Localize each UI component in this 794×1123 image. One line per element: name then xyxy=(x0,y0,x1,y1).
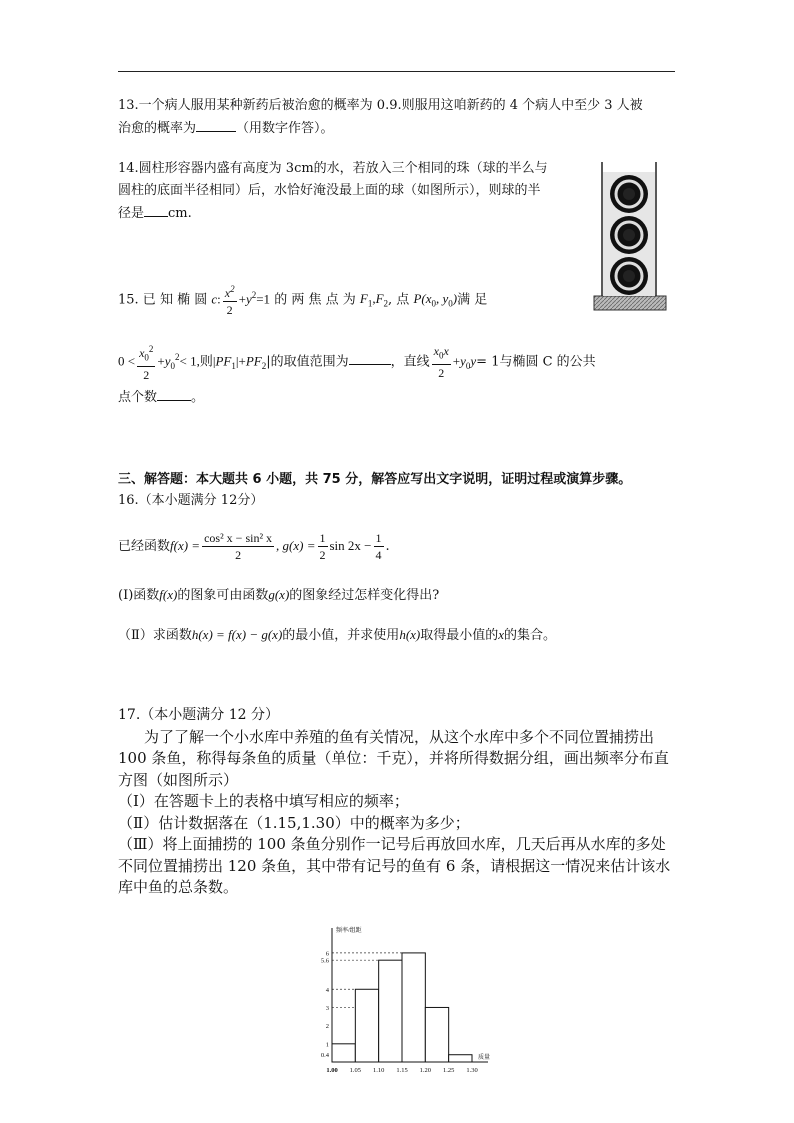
y-tick-label: 2 xyxy=(325,1023,329,1031)
q16-part1: (Ⅰ)函数f(x)的图象可由函数g(x)的图象经过怎样变化得出? xyxy=(118,587,440,603)
q14-line2: 圆柱的底面半径相同）后，水恰好淹没最上面的球（如图所示），则球的半 xyxy=(118,183,541,198)
q15-lead: 15. 已 知 椭 圆 xyxy=(118,292,208,308)
q14-line1: 14.圆柱形容器内盛有高度为 3cm的水，若放入三个相同的珠（球的半么与 xyxy=(118,161,548,176)
q15-point: $P(x_0$, $y_0$) xyxy=(413,291,458,309)
q17-part3: （Ⅲ）将上面捕捞的 100 条鱼分别作一记号后再放回水库，几天后再从水库的多处不同位置捕捞出 120 条鱼，其中带有记号的鱼有 6 条，请根据这一情况来估计该水库中鱼的总条数。 xyxy=(118,835,671,896)
q16-f-frac: $\frac{\text{cos² x − sin² x}}{2}$ xyxy=(204,531,273,562)
q15-end: 。 xyxy=(191,390,205,405)
q15-eq-rest: = 1与椭圆 C 的公共 xyxy=(476,354,596,370)
q16-g: , g(x) = xyxy=(276,538,316,553)
hist-bar xyxy=(379,960,402,1062)
q14-text: 径是 xyxy=(118,206,145,221)
sphere-top xyxy=(610,175,648,213)
q15-answer-blank-2 xyxy=(157,386,191,401)
y-tick-label: 4 xyxy=(325,986,329,994)
hist-bar xyxy=(355,989,378,1062)
q15-y: y xyxy=(245,291,252,307)
section3-title: 三、解答题：本大题共 6 小题，共 75 分，解答应写出文字说明，证明过程或演算步骤。 xyxy=(118,472,632,487)
q13-answer-blank xyxy=(196,117,236,132)
q15-answer-blank-1 xyxy=(349,350,391,365)
q15-line3 xyxy=(118,386,204,409)
base-plate xyxy=(594,296,666,310)
q15-c: c xyxy=(211,291,218,307)
q15-point-lead: , 点 xyxy=(388,292,410,308)
q15-cond-right: < 1,则| xyxy=(179,353,216,369)
hist-bar xyxy=(402,953,425,1062)
x-axis-label: 质量 xyxy=(478,1055,491,1061)
q15-line1: 15. 已 知 椭 圆 c: $\frac{x^2}{2}$ $+y^2=1$ 的 两 焦 点 为 $F_1,F_2$, 点 $P(x_0$, $y_0$)满 足 xyxy=(118,280,487,319)
hist-bar xyxy=(449,1055,472,1062)
q15-eq1: =1 xyxy=(256,291,271,307)
y-tick-label: 0.4 xyxy=(320,1052,329,1060)
q15-x2-over-2: $\frac{x^2}{2}$ xyxy=(223,281,237,318)
q15-tail: 满 足 xyxy=(457,292,488,308)
frequency-histogram xyxy=(300,922,500,1082)
hist-bar xyxy=(425,1007,448,1062)
q13-line1: 13.一个病人服用某种新药后被治愈的概率为 0.9.则服用这咱新药的 4 个病人中至少 3 人被 xyxy=(118,98,643,113)
x-tick-label: 1.05 xyxy=(349,1067,362,1074)
header-rule xyxy=(118,71,675,72)
x-tick-label: 1.20 xyxy=(419,1067,432,1074)
q17-body: 为了了解一个小水库中养殖的鱼有关情况，从这个水库中多个不同位置捕捞出 100 条鱼，称得每条鱼的质量（单位：千克），并将所得数据分组，画出频率分布直方图（如图所示） xyxy=(118,727,669,789)
q16-header: 16.（本小题满分 12分） xyxy=(118,493,264,508)
y-tick-label: 6 xyxy=(325,950,329,958)
q15-range-text: |的取值范围为 xyxy=(266,354,349,370)
q15-line-text: ，直线 xyxy=(390,354,430,370)
q15-mid: 的 两 焦 点 为 xyxy=(274,292,356,308)
q13-note: （用数字作答）。 xyxy=(236,121,334,136)
q16-sin: sin 2x − xyxy=(329,538,372,553)
q15-x0x-over-2: $\frac{x_0x}{2}$ xyxy=(433,344,449,380)
q15-line2: 0 < $\frac{x_0^2}{2}$ $+y_0^2< 1$,则$|PF_1|+PF_2|$的取值范围为 ，直线 $\frac{x_0x}{2}$ $+y_0y= 1$与椭圆 C 的公共 xyxy=(118,340,596,383)
q14-unit: cm. xyxy=(168,206,192,221)
q15-count-text: 点个数 xyxy=(118,390,158,405)
q15-x0sq-over-2: $\frac{x_0^2}{2}$ xyxy=(137,341,155,382)
x-tick-label: 1.30 xyxy=(466,1067,478,1074)
q16-f: f(x) = xyxy=(170,538,201,553)
q16-half: $\frac{1}{2}$ xyxy=(319,531,326,562)
x-tick-label: 1.25 xyxy=(442,1067,455,1074)
q14-answer-blank xyxy=(144,202,168,217)
hist-bar xyxy=(332,1044,355,1062)
q17-part2: （Ⅱ）估计数据落在（1.15,1.30）中的概率为多少； xyxy=(118,813,470,832)
q14-line3 xyxy=(118,202,192,225)
q13-line2 xyxy=(118,117,334,140)
x-tick-label: 1.10 xyxy=(372,1067,385,1074)
sphere-bottom xyxy=(610,257,648,295)
y-tick-label: 1 xyxy=(325,1041,329,1049)
q16-given-text: 已经函数 xyxy=(118,539,171,554)
q17-block xyxy=(118,705,678,899)
q15-cond-left: 0 < xyxy=(118,353,136,369)
y-tick-label: 5.6 xyxy=(320,957,329,965)
x-tick-label: 1.00 xyxy=(326,1067,338,1074)
q16-part2: （Ⅱ）求函数h(x) = f(x) − g(x)的最小值，并求使用h(x)取得最小值的x的集合。 xyxy=(118,627,557,643)
x-tick-label: 1.15 xyxy=(396,1067,408,1074)
q17-header: 17.（本小题满分 12 分） xyxy=(118,707,279,723)
q16-given: 已经函数f(x) = $\frac{\text{cos² x − sin² x}}{2}$ , g(x) = $\frac{1}{2}$ sin 2x − $\frac{1}{4}$ . xyxy=(118,531,390,562)
y-tick-label: 3 xyxy=(325,1004,329,1012)
q15-foci: $F_1,F_2$ xyxy=(359,291,389,309)
y-axis-label: 频率/组距 xyxy=(336,928,362,934)
q17-part1: （Ⅰ）在答题卡上的表格中填写相应的频率； xyxy=(118,792,409,810)
cylinder-spheres-figure xyxy=(588,160,670,312)
sphere-middle xyxy=(610,216,648,254)
q16-quarter: $\frac{1}{4}$ xyxy=(375,531,382,562)
q13-text: 治愈的概率为 xyxy=(118,121,197,136)
